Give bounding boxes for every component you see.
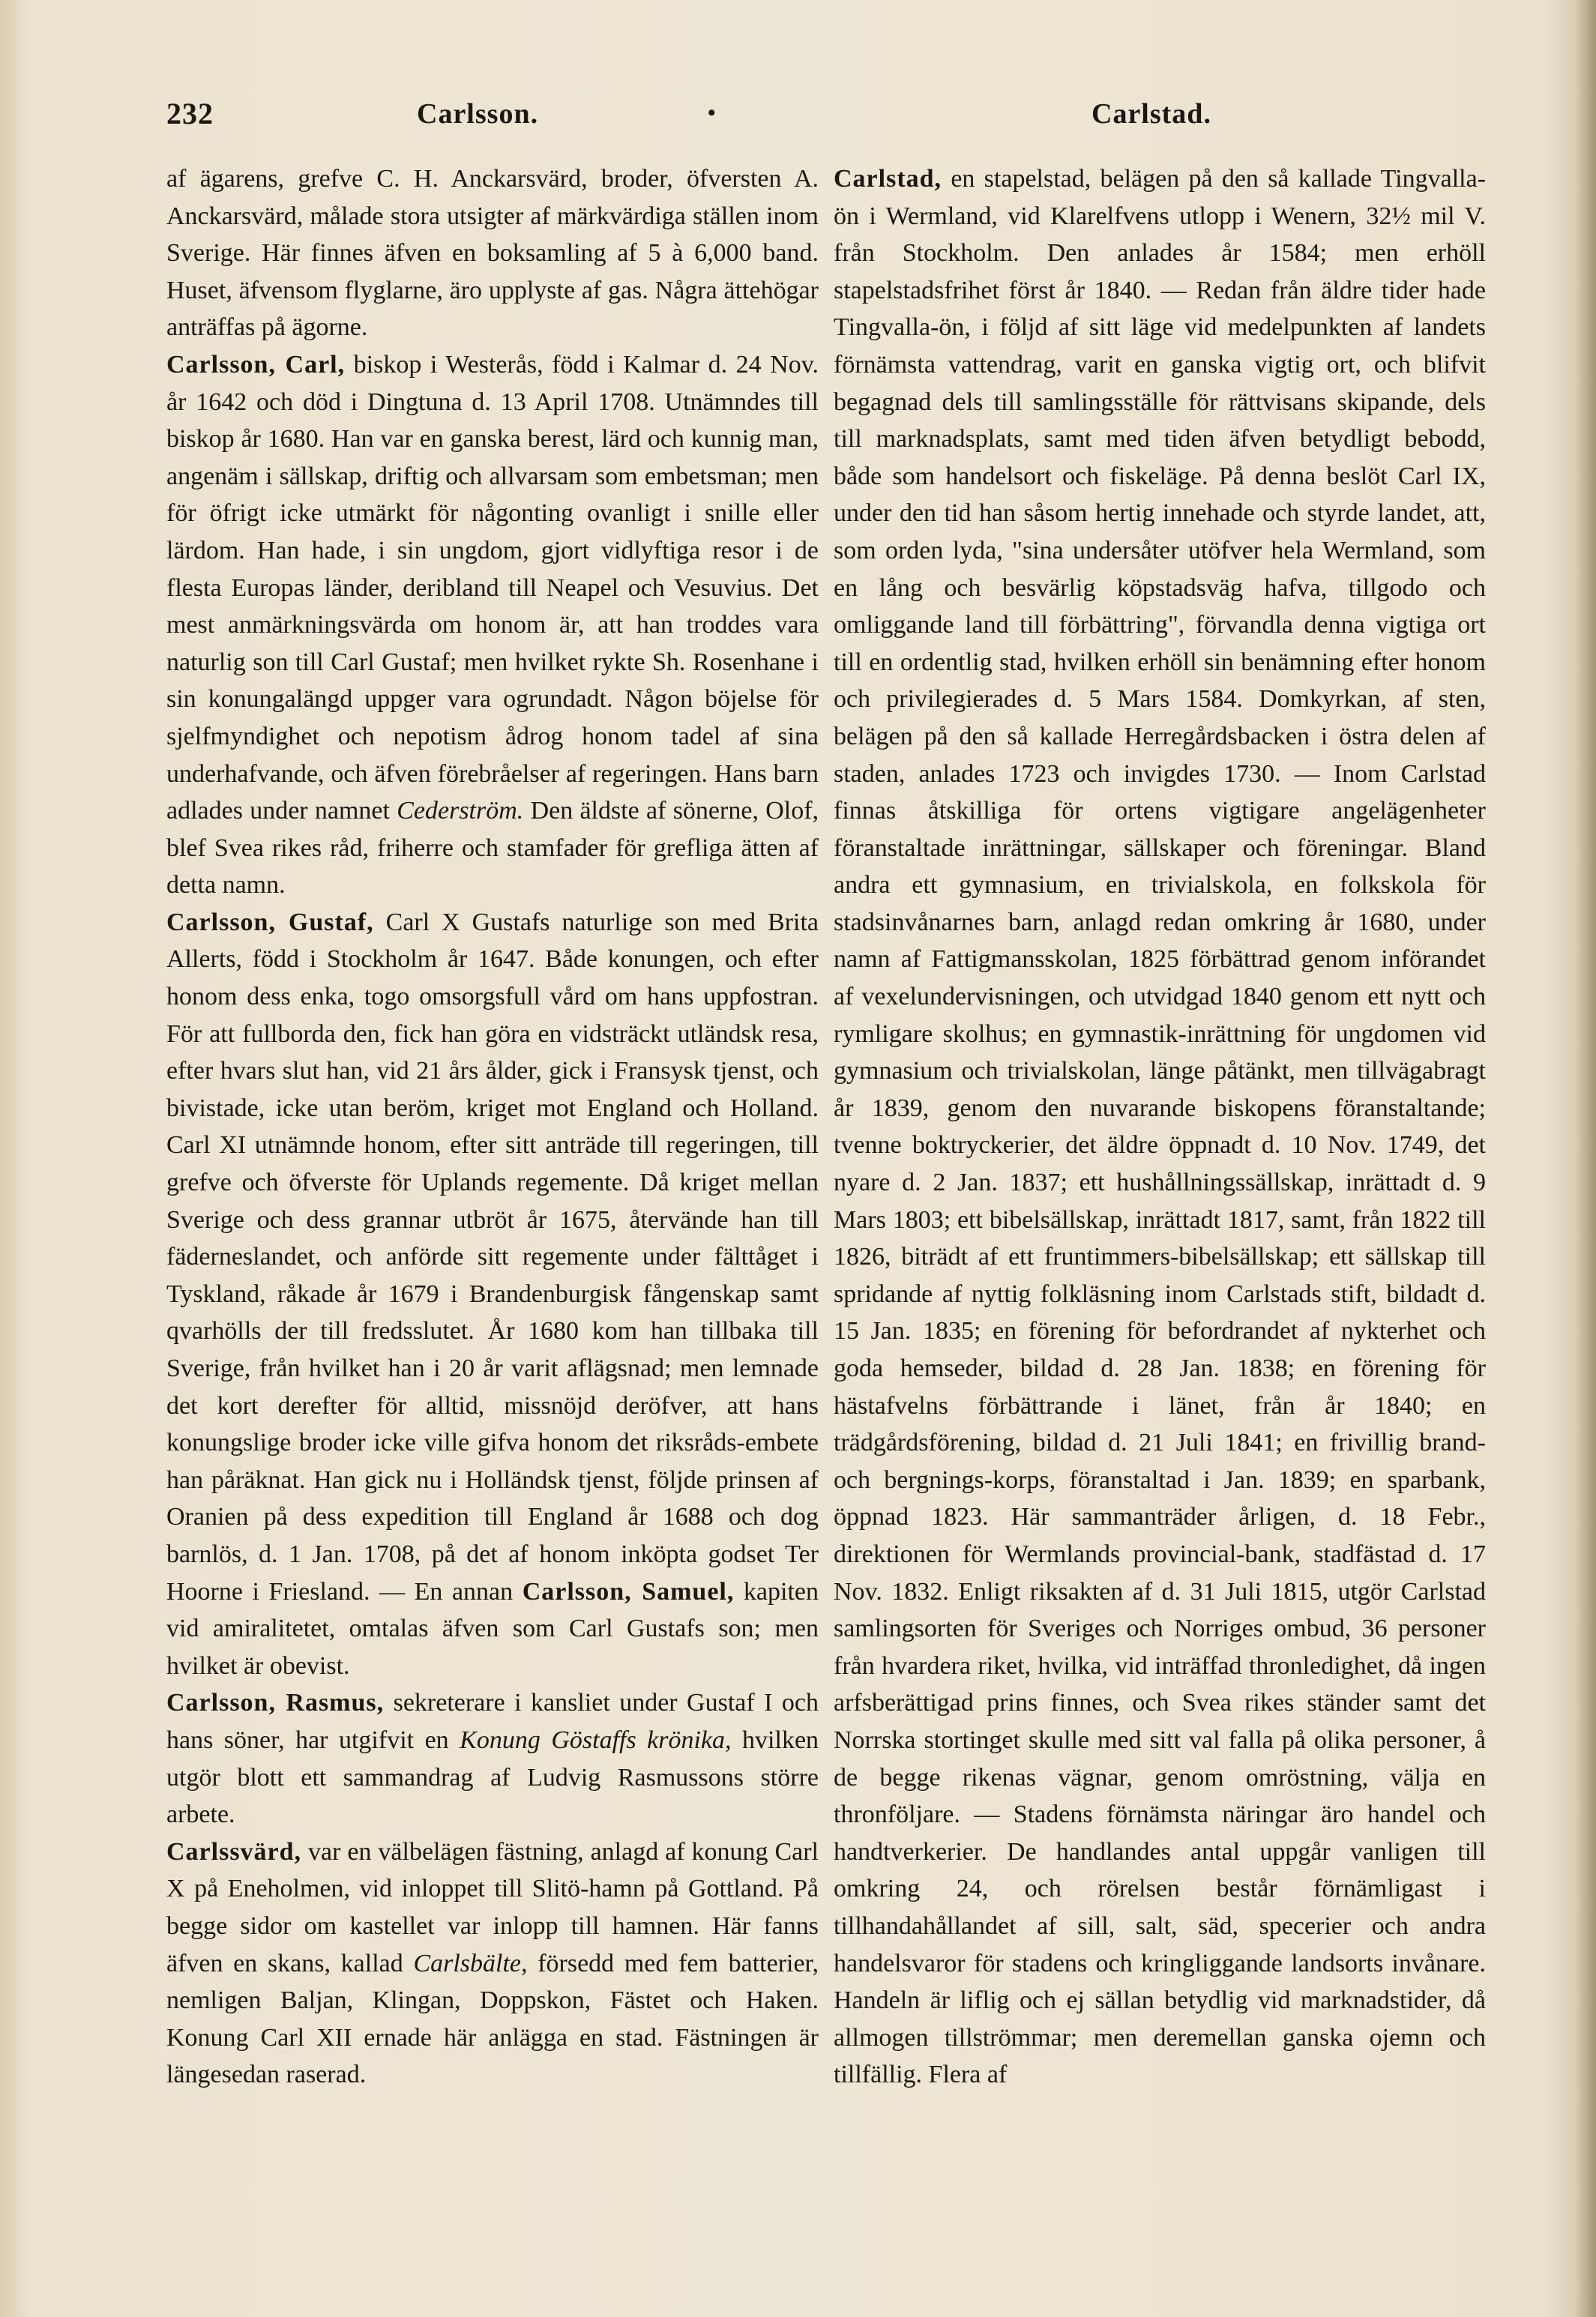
entry-carlsson-rasmus <box>166 1684 819 1833</box>
inline-headword: Carlsson, Samuel, <box>522 1577 735 1606</box>
entry-headword: Carlssvärd, <box>166 1837 302 1866</box>
entry-continuation <box>166 160 819 346</box>
running-head-right: Carlstad. <box>1091 98 1211 130</box>
running-head-left: Carlsson. <box>417 98 539 130</box>
entry-text-after: Den äldste af sönerne, Olof, blef Svea rikes råd, friherre och stamfader för grefliga ätten af detta namn. <box>166 797 819 900</box>
header-ornament: • <box>708 100 716 125</box>
entry-headword: Carlsson, Carl, <box>166 350 346 379</box>
entry-carlssvard <box>166 1834 819 2094</box>
entry-carlsson-carl <box>166 346 819 904</box>
entry-text: sekreterare i kansliet under Gustaf I och hans söner, har utgifvit en <box>166 1689 819 1754</box>
entry-text: var en välbelägen fästning, anlagd af konung Carl X på Eneholmen, vid inloppet till Slitö-hamn på Gottland. På begge sidor om kastellet var inlopp till hamnen. Här fanns äfven en skans, kallad <box>166 1837 819 1977</box>
entry-text: en stapelstad, belägen på den så kallade Tingvalla-ön i Wermland, vid Klarelfvens utlopp i Wenern, 32½ mil V. från Stockholm. Den anlades år 1584; men erhöll stapelstadsfrihet först år 1840. — Redan från äldre tider hade Tingvalla-ön, i följd af sitt läge vid medelpunkten af landets förnämsta vattendrag, varit en ganska vigtig ort, och blifvit begagnad dels till samlingsställe för rättvisans skipande, dels till marknadsplats, samt med tiden äfven betydligt bebodd, både som handelsort och fiskeläge. På denna beslöt Carl IX, under den tid han såsom hertig innehade och styrde landet, att, som orden lyda, "sina undersåter utöfver hela Wermland, som en lång och besvärlig köpstadsväg hafva, tillgodo och omliggande land till förbättring", förvandla denna vigtiga ort till en ordentlig stad, hvilken erhöll sin benämning efter honom och privilegierades d. 5 Mars 1584. Domkyrkan, af sten, belägen på den så kallade Herregårdsbacken i östra delen af staden, anlades 1723 och invigdes 1730. — Inom Carlstad finnas åtskilliga för ortens vigtigare angelägenheter föranstaltade inrättningar, sällskaper och föreningar. Bland andra ett gymnasium, en trivialskola, en folkskola för stadsinvånarnes barn, anlagd redan omkring år 1680, under namn af Fattigmansskolan, 1825 förbättrad genom införandet af vexelundervisningen, och utvidgad 1840 genom ett nytt och rymligare skolhus; en gymnastik-inrättning för ungdomen vid gymnasium och trivialskolan, länge påtänkt, men tillvägabragt år 1839, genom den nuvarande biskopens föranstaltande; tvenne boktryckerier, det äldre öppnadt d. 10 Nov. 1749, det nyare d. 2 Jan. 1837; ett hushållningssällskap, inrättadt d. 9 Mars 1803; ett bibelsällskap, inrättadt 1817, samt, från 1822 till 1826, biträdt af ett fruntimmers-bibelsällskap; ett sällskap till spridande af nyttig folkläsning inom Carlstads stift, bildadt d. 15 Jan. 1835; en förening för befordrandet af nykterhet och goda hemseder, bildad d. 28 Jan. 1838; en förening för hästafvelns förbättrande i länet, från år 1840; en trädgårdsförening, bildad d. 21 Juli 1841; en frivillig brand- och bergnings-korps, föranstaltad i Jan. 1839; en sparbank, öppnad 1823. Här sammanträder årligen, d. 18 Febr., direktionen för Wermlands provincial-bank, stadfästad d. 17 Nov. 1832. Enligt riksakten af d. 31 Juli 1815, utgör Carlstad samlingsorten för Sveriges och Norriges ombud, 36 personer från hvardera riket, hvilka, vid inträffad thronledighet, då ingen arfsberättigad prins finnes, och Svea rikes ständer samt det Norrska stortinget skulle med sitt val falla på olika personer, å de begge rikenas vägnar, genom omröstning, välja en thronföljare. — Stadens förnämsta näringar äro handel och handtverkerier. De handlandes antal uppgår vanligen till omkring 24, och rörelsen består förnämligast i tillhandahållandet af sill, salt, säd, specerier och andra handelsvaror för stadens och kringliggande landsorts invånare. Handeln är liflig och ej sällan betydlig vid marknadstider, då allmogen tillströmmar; men deremellan ganska ojemn och tillfällig. Flera af <box>834 165 1487 2089</box>
entry-text-after: försedd med fem batterier, nemligen Baljan, Klingan, Doppskon, Fästet och Haken. Konung Carl XII ernade här anlägga en stad. Fästningen är längesedan raserad. <box>166 1949 819 2089</box>
entry-headword: Carlstad, <box>834 165 942 193</box>
left-column <box>166 160 819 2094</box>
entry-headword: Carlsson, Rasmus, <box>166 1689 385 1717</box>
entry-text: Carl X Gustafs naturlige son med Brita Allerts, född i Stockholm år 1647. Både konungen, och efter honom dess enka, togo omsorgsfull vård om hans uppfostran. För att fullborda den, fick han göra en vidsträckt utländsk resa, efter hvars slut han, vid 21 års ålder, gick i Fransysk tjenst, och bivistade, icke utan beröm, kriget mot England och Holland. Carl XI utnämnde honom, efter sitt anträde till regeringen, till grefve och öfverste för Uplands regemente. Då kriget mellan Sverige och dess grannar utbröt år 1675, återvände han till fäderneslandet, och anförde sitt regemente under fälttåget i Tyskland, råkade år 1679 i Brandenburgisk fångenskap samt qvarhölls der till fredsslutet. År 1680 kom han tillbaka till Sverige, från hvilket han i 20 år varit aflägsnad; men lemnade det kort derefter för alltid, missnöjd deröfver, att hans konungslige broder icke ville gifva honom det riksråds-embete han påräknat. Han gick nu i Holländsk tjenst, följde prinsen af Oranien på dess expedition till England år 1688 och dog barnlös, d. 1 Jan. 1708, på det af honom inköpta godset Ter Hoorne i Friesland. — En annan <box>166 908 819 1606</box>
entry-italic: Cederström. <box>397 797 524 825</box>
entry-headword: Carlsson, Gustaf, <box>166 908 374 936</box>
entry-text: biskop i Westerås, född i Kalmar d. 24 Nov. år 1642 och död i Dingtuna d. 13 April 1708. Utnämndes till biskop år 1680. Han var en ganska berest, lärd och kunnig man, angenäm i sällskap, driftig och allvarsam som embetsman; men för öfrigt icke utmärkt för någonting ovanligt i snille eller lärdom. Han hade, i sin ungdom, gjort vidlyftiga resor i de flesta Europas länder, deribland till Neapel och Vesuvius. Det mest anmärkningsvärda om honom är, att han troddes vara naturlig son till Carl Gustaf; men hvilket rykte Sh. Rosenhane i sin konungalängd uppger vara ogrundadt. Någon böjelse för sjelfmyndighet och nepotism ådrog honom tadel af sina underhafvande, och äfven förebråelser af regeringen. Hans barn adlades under namnet <box>166 350 819 825</box>
page-header <box>0 96 1596 141</box>
entry-italic: Konung Göstaffs krönika, <box>460 1726 732 1754</box>
entry-carlsson-gustaf <box>166 904 819 1684</box>
entry-text-after: hvilken utgör blott ett sammandrag af Ludvig Rasmussons större arbete. <box>166 1726 819 1829</box>
entry-carlstad <box>834 160 1486 2094</box>
page-edge-shadow <box>1575 0 1596 2317</box>
entry-text: af ägarens, grefve C. H. Anckarsvärd, broder, öfversten A. Anckarsvärd, målade stora utsigter af märkvärdiga ställen inom Sverige. Här finnes äfven en boksamling af 5 à 6,000 band. Huset, äfvensom flyglarne, äro upplyste af gas. Några ättehögar anträffas på ägorne. <box>166 165 819 342</box>
entry-italic: Carlsbälte, <box>413 1949 528 1977</box>
right-column <box>834 160 1486 2094</box>
entry-text-after: kapiten vid amiralitetet, omtalas äfven som Carl Gustafs son; men hvilket är obevist. <box>166 1577 819 1680</box>
page-number: 232 <box>166 97 214 130</box>
